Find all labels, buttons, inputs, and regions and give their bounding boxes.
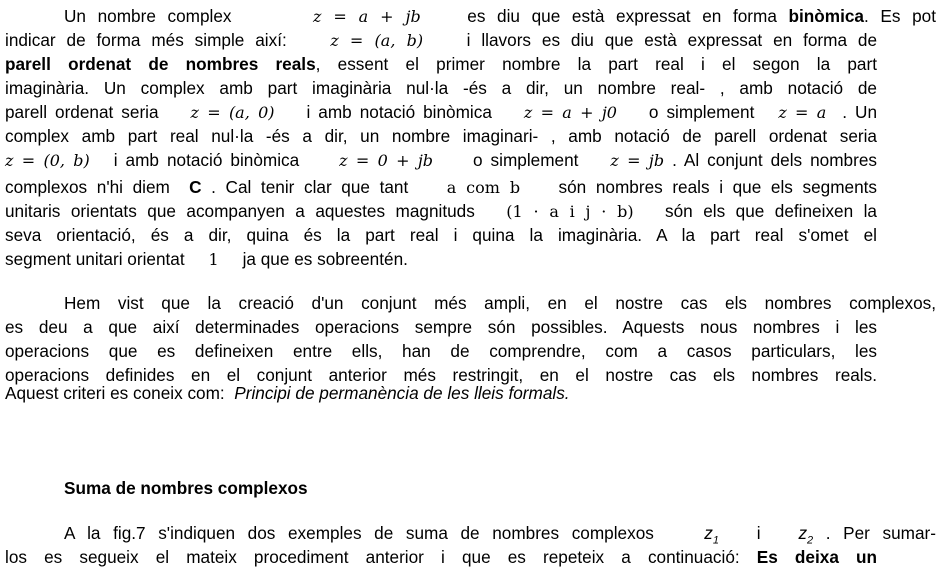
- paragraph-1-line-1: Un nombre complex z = a + jb es diu que està expressat en forma binòmica. Es pot: [64, 6, 936, 26]
- paragraph-2-line-5: Aquest criteri es coneix com: Principi de permanència de les lleis formals.: [5, 383, 570, 403]
- formula-unit-one: 1: [208, 250, 219, 269]
- formula-unit-segments: (1 · a i j · b): [506, 202, 634, 221]
- section-heading: Suma de nombres complexos: [64, 478, 308, 498]
- paragraph-2-line-4: operacions definides en el conjunt anterior més restringit, en el nostre cas els nombres reals.: [5, 365, 877, 385]
- formula-real-simple: z = a: [778, 103, 827, 122]
- paragraph-1-line-2: indicar de forma més simple així: z = (a, b) i llavors es diu que està expressat en forma de: [5, 30, 878, 50]
- paragraph-1-line-7: z = (0, b) i amb notació binòmica z = 0 + jb o simplement z = jb . Al conjunt dels nombres: [5, 150, 877, 170]
- formula-ordered-pair: z = (a, b): [330, 31, 424, 50]
- paragraph-1-line-3: parell ordenat de nombres reals, essent el primer nombre la part real i el segon la part: [5, 54, 877, 74]
- paragraph-2-line-1: Hem vist que la creació d'un conjunt més ampli, en el nostre cas els nombres complexos,: [64, 293, 936, 313]
- paragraph-2-line-2: es deu a que així determinades operacions sempre són possibles. Aquests nous nombres i les: [5, 317, 877, 337]
- principle-name: Principi de permanència de les lleis formals.: [234, 383, 570, 403]
- paragraph-1-line-10: seva orientació, és a dir, quina és la part real i quina la imaginària. A la part real s'omet el: [5, 225, 877, 245]
- paragraph-1-line-4: imaginària. Un complex amb part imaginària nul·la -és a dir, un nombre real- , amb notació de: [5, 78, 877, 98]
- formula-binomial: z = a + jb: [312, 7, 421, 26]
- formula-real-binomial: z = a + j0: [523, 103, 617, 122]
- paragraph-3-line-2: los es segueix el mateix procediment anterior i que es repeteix a continuació: Es deixa un: [5, 547, 877, 567]
- paragraph-1-line-9: unitaris orientats que acompanyen a aquestes magnituds (1 · a i j · b) són els que defineixen la: [5, 201, 877, 221]
- paragraph-1-line-5: parell ordenat seria z = (a, 0) i amb notació binòmica z = a + j0 o simplement z = a . Un: [5, 102, 877, 122]
- term-binomica: binòmica: [788, 6, 864, 26]
- bold-instruction: Es deixa un: [756, 547, 877, 567]
- paragraph-1-line-8: complexos n'hi diem C . Cal tenir clar que tant a com b són nombres reals i que els segments: [5, 177, 878, 197]
- term-parell-ordenat: parell ordenat de nombres reals: [5, 54, 316, 74]
- formula-imag-binomial: z = 0 + jb: [339, 151, 434, 170]
- symbol-complex-set: C: [189, 177, 202, 197]
- formula-imag-pair: z = (0, b): [5, 151, 90, 170]
- paragraph-2-line-3: operacions que es defineixen entre ells, han de comprendre, com a casos particulars, les: [5, 341, 877, 361]
- formula-a-com-b: a com b: [446, 178, 521, 197]
- formula-imag-simple: z = jb: [610, 151, 665, 170]
- paragraph-1-line-11: segment unitari orientat 1 ja que es sobreentén.: [5, 249, 408, 269]
- formula-real-pair: z = (a, 0): [190, 103, 275, 122]
- paragraph-3-line-1: A la fig.7 s'indiquen dos exemples de suma de nombres complexos $z_1$ i $z_2$ . Per sumar-: [64, 523, 936, 547]
- paragraph-1-line-6: complex amb part real nul·la -és a dir, un nombre imaginari- , amb notació de parell ordenat seria: [5, 126, 877, 146]
